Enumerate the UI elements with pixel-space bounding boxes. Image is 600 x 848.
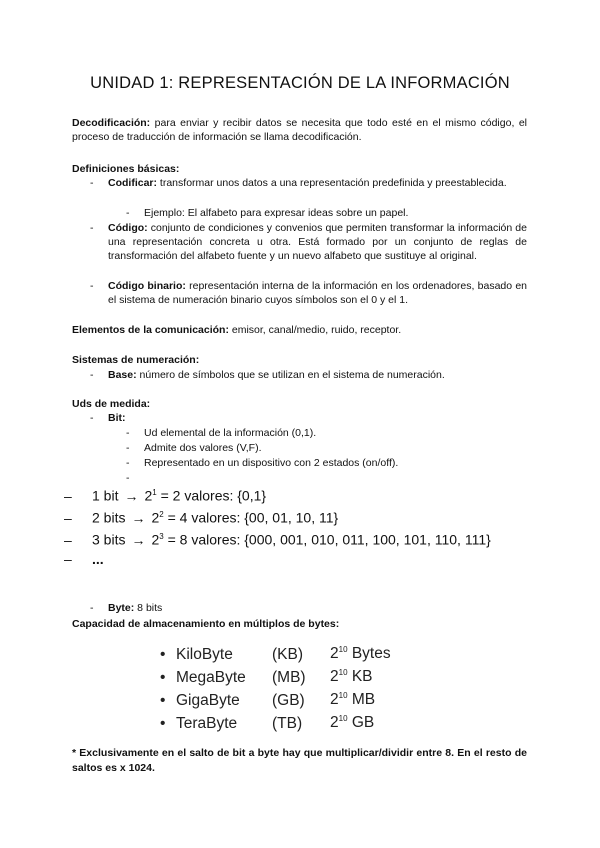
binario-text: representación interna de la información en los ordenadores, basado en el sistema de numeración binario cuyos símbolos son el 0 y el 1. (108, 280, 527, 306)
definiciones-heading: Definiciones básicas: (72, 163, 180, 175)
unit-abbr: (KB) (272, 645, 303, 663)
exponent: 10 (338, 714, 348, 724)
unit-base: Bytes (351, 645, 391, 663)
bullet-icon: • (160, 691, 166, 709)
exponent: 10 (338, 691, 348, 701)
bits-row: – 2 bits → $2^2 = 4$ valores: {00, 01, 10, 11} (64, 509, 339, 526)
exponent: 10 (338, 668, 348, 678)
dash-icon: - (90, 602, 94, 614)
codigo-text: conjunto de condiciones y convenios que permiten transformar la información de una representación concreta u otra. Está formado por un conjunto de reglas de transformación del alfabeto fuente y un nuevo alfabeto que sustituye al original. (108, 222, 527, 262)
unit-base: KB (351, 668, 373, 686)
unit-value: $2^{10}$ GB (330, 714, 375, 732)
binario-term: Código binario: (108, 280, 186, 292)
bits-row: – 3 bits → $2^3 = 8$ valores: {000, 001, 010, 011, 100, 101, 110, 111} (64, 531, 491, 548)
exponent: 2 (159, 510, 164, 519)
dash-icon: - (90, 369, 94, 381)
dash-icon: - (126, 207, 130, 219)
dash-icon: – (64, 509, 72, 526)
arrow-icon: → (131, 531, 146, 548)
dash-icon: – (64, 551, 72, 567)
exponent: 1 (152, 488, 157, 497)
unit-name: GigaByte (176, 691, 240, 709)
unit-abbr: (MB) (272, 668, 306, 686)
codificar-term: Codificar: (108, 177, 158, 189)
bit-term: Bit: (108, 412, 126, 424)
dash-icon: – (64, 531, 72, 548)
bullet-icon: • (160, 714, 166, 732)
capacidad-note: * Exclusivamente en el salto de bit a byte hay que multiplicar/dividir entre 8. En el resto de saltos es x 1024. (72, 747, 527, 774)
unit-abbr: (GB) (272, 691, 305, 709)
unit-value: $2^{10}$ MB (330, 691, 376, 709)
sistemas-heading: Sistemas de numeración: (72, 354, 200, 366)
elementos-text: emisor, canal/medio, ruido, receptor. (228, 324, 402, 336)
bits-result: = 2 valores: {0,1} (160, 487, 267, 504)
codigo-item (108, 221, 527, 263)
codigo-term: Código: (108, 222, 148, 234)
bit-item: Ud elemental de la información (0,1). (144, 427, 317, 439)
bits-row: – 1 bit → $2^1 = 2$ valores: {0,1} (64, 487, 267, 504)
unit-base: MB (351, 691, 376, 709)
elementos-term: Elementos de la comunicación: (72, 324, 229, 336)
unit-name: KiloByte (176, 645, 233, 663)
bullet-icon: • (160, 668, 166, 686)
base-term: Base: (108, 369, 137, 381)
unit-name: TeraByte (176, 714, 238, 732)
page-title: UNIDAD 1: REPRESENTACIÓN DE LA INFORMACIÓN (90, 74, 510, 92)
dash-icon: - (90, 222, 94, 234)
bits-result: = 4 valores: {00, 01, 10, 11} (167, 509, 339, 526)
base-text: número de símbolos que se utilizan en el sistema de numeración. (136, 369, 445, 381)
unit-value: $2^{10}$ Bytes (330, 645, 391, 663)
dash-icon: - (126, 457, 130, 469)
dash-icon: - (90, 177, 94, 189)
table-row (160, 712, 391, 735)
table-row (160, 643, 391, 666)
bit-item: Admite dos valores (V,F). (144, 442, 262, 454)
medida-heading: Uds de medida: (72, 398, 151, 410)
exponent: 3 (159, 532, 164, 541)
dash-icon: - (126, 472, 130, 484)
elementos-paragraph (72, 323, 401, 337)
base-item (108, 368, 445, 382)
dash-icon: - (90, 280, 94, 292)
table-row (160, 689, 391, 712)
capacidad-heading: Capacidad de almacenamiento en múltiplos de bytes: (72, 618, 340, 630)
decodificacion-text: para enviar y recibir datos se necesita que todo esté en el mismo código, el proceso de traducción de información se llama decodificación. (72, 117, 527, 143)
codificar-item (108, 176, 527, 190)
capacidad-table (160, 643, 391, 735)
byte-item (108, 601, 162, 615)
dash-icon: – (64, 487, 72, 504)
bits-label: 2 bits (92, 509, 126, 526)
ejemplo-item: Ejemplo: El alfabeto para expresar ideas sobre un papel. (144, 207, 409, 219)
unit-name: MegaByte (176, 668, 246, 686)
dash-icon: - (126, 442, 130, 454)
bit-item: Representado en un dispositivo con 2 estados (on/off). (144, 457, 399, 469)
byte-term: Byte: (108, 602, 135, 614)
unit-base: GB (351, 714, 375, 732)
binario-item (108, 279, 527, 307)
bits-label: 1 bit (92, 487, 119, 504)
dash-icon: - (126, 427, 130, 439)
unit-value: $2^{10}$ KB (330, 668, 373, 686)
ellipsis-row (64, 550, 104, 568)
bits-result: = 8 valores: {000, 001, 010, 011, 100, 101, 110, 111} (167, 531, 491, 548)
codificar-text: transformar unos datos a una representación predefinida y preestablecida. (157, 177, 507, 189)
arrow-icon: → (131, 509, 146, 526)
unit-abbr: (TB) (272, 714, 303, 732)
arrow-icon: → (124, 487, 139, 504)
dash-icon: - (90, 412, 94, 424)
bits-label: 3 bits (92, 531, 126, 548)
bullet-icon: • (160, 645, 166, 663)
decodificacion-term: Decodificación: (72, 117, 151, 129)
decodificacion-paragraph (72, 116, 527, 144)
exponent: 10 (338, 645, 348, 655)
table-row (160, 666, 391, 689)
byte-text: 8 bits (134, 602, 163, 614)
ellipsis: ... (92, 551, 104, 567)
